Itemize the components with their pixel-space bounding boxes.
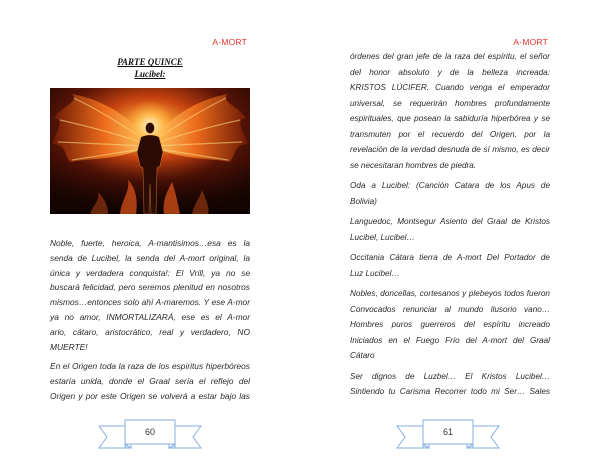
text-line: Bolivia) — [350, 196, 377, 206]
text-line: Sintiendo tu Carisma Recorrer todo mi Ser… Sales — [350, 387, 550, 396]
text-line: buscará felicidad, pero seremos plenitud en nosotros — [50, 282, 250, 293]
text-line: Luz Lucibel… — [350, 268, 400, 278]
paragraph — [350, 250, 550, 281]
text-line: Iniciados en el Fuego Frío del A-mort del Graal — [350, 335, 550, 345]
paragraph — [350, 178, 550, 209]
text-line: Occitania Cátara tierra de A-mort Del Portador de — [350, 253, 550, 262]
text-line: universal, se requerirán hombres profundamente — [350, 98, 550, 108]
page-right — [300, 0, 600, 458]
body-text-left — [50, 236, 250, 409]
page-number: 61 — [442, 427, 453, 437]
text-line: transmuten por el recuerdo del Origen, por la — [350, 129, 550, 139]
text-line: del honor absoluto y de la belleza increada: — [350, 67, 550, 77]
text-line: Languedoc, Montsegur Asiento del Graal de Kristos — [350, 217, 550, 226]
page-number-banner — [97, 418, 203, 450]
running-header: A-MORT — [212, 37, 247, 47]
paragraph — [350, 286, 550, 364]
chapter-subtitle: Lucibel: — [134, 69, 166, 79]
text-line: espirituales, que posean la sabiduría hiperbórea y se — [350, 114, 550, 123]
running-header: A-MORT — [513, 37, 548, 47]
text-line: estaría unida, donde el Graal sería el reflejo del — [50, 376, 250, 387]
text-line: Oda a Lucibel: (Canción Catara de los Apus de — [350, 181, 550, 190]
text-line: ario, cátaro, aristocrático, real y verdadero, NO — [50, 326, 250, 337]
text-line: ya no amor, INMORTALIZARÁ, ese es el A-mor — [50, 311, 250, 322]
page-number: 60 — [144, 427, 155, 437]
paragraph — [50, 236, 250, 354]
chapter-title: PARTE QUINCE — [117, 57, 183, 67]
text-line: senda de Lucibel, la senda del A-mort original, la — [50, 252, 250, 263]
text-line: Lucibel, Lucibel… — [350, 232, 415, 242]
paragraph — [350, 369, 550, 400]
chapter-heading — [50, 56, 250, 80]
text-line: En el Origen toda la raza de los espiritus hiperbóreos — [50, 361, 250, 372]
text-line: revelación de la verdad desnuda de sí mismo, es decir — [350, 145, 550, 154]
text-line: Hombres puros guerreros del espíritu increado — [350, 320, 550, 329]
paragraph — [350, 49, 550, 173]
text-line: se necesitaran hombres de piedra. — [350, 160, 477, 170]
chapter-illustration — [50, 88, 250, 214]
page-number-banner — [395, 418, 501, 450]
paragraph — [350, 214, 550, 245]
text-line: única y verdadera conquista!: El Vrill, ya no se — [50, 267, 250, 278]
text-line: MUERTE! — [50, 341, 88, 352]
text-line: Origen y por este Origen se volverá a estar bajo las — [50, 390, 250, 401]
text-line: Cátaro — [350, 351, 375, 360]
text-line: KRISTOS LÚCIFER. Cuando venga el emperador — [350, 83, 550, 92]
text-line: Ser dignos de Luzbel… El Kristos Lucibel… — [350, 371, 550, 381]
body-text-right — [350, 49, 550, 405]
text-line: mismos…entonces solo ahí A-maremos. Y ese A-mor — [50, 297, 250, 308]
text-line: Noble, fuerte, heroica, A-mantisimos…esa es la — [50, 238, 250, 248]
paragraph — [50, 359, 250, 403]
text-line: órdenes del gran jefe de la raza del espíritu, el señor — [350, 52, 550, 61]
text-line: Nobles, doncellas, cortesanos y plebeyos todos fueron — [350, 289, 550, 298]
text-line: Convocados renunciar al mundo ilusorio vano… — [350, 304, 550, 314]
